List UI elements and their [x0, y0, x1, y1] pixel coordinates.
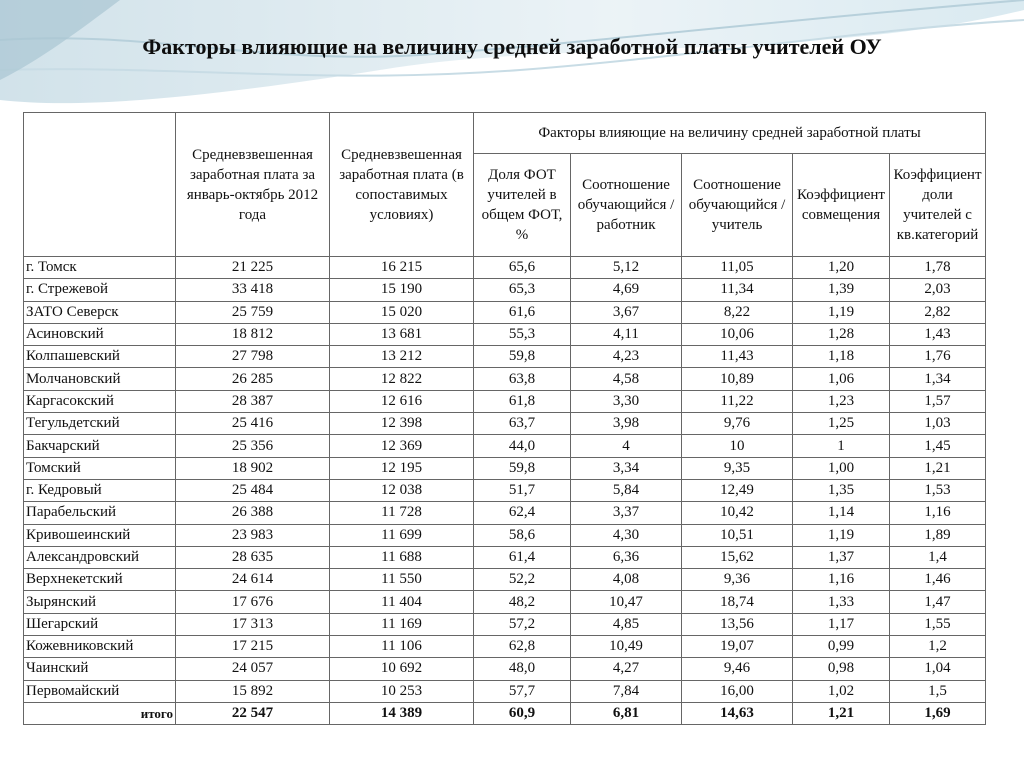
cell-comparable-wage: 10 253 — [330, 680, 474, 702]
cell-combination-coef: 1,00 — [793, 457, 890, 479]
total-student-teacher-ratio: 14,63 — [682, 702, 793, 724]
cell-avg-wage: 25 759 — [176, 301, 330, 323]
cell-qualified-teachers-coef: 1,57 — [890, 390, 986, 412]
cell-region: Томский — [24, 457, 176, 479]
cell-comparable-wage: 15 190 — [330, 279, 474, 301]
table-row — [24, 569, 986, 591]
cell-student-teacher-ratio: 16,00 — [682, 680, 793, 702]
cell-region: Тегульдетский — [24, 413, 176, 435]
cell-region: г. Стрежевой — [24, 279, 176, 301]
cell-comparable-wage: 12 195 — [330, 457, 474, 479]
cell-region: Шегарский — [24, 613, 176, 635]
table-row — [24, 301, 986, 323]
cell-region: Александровский — [24, 546, 176, 568]
cell-combination-coef: 1,19 — [793, 301, 890, 323]
header-comparable-wage: Средневзвешенная заработная плата (в сопоставимых условиях) — [330, 113, 474, 257]
cell-region: ЗАТО Северск — [24, 301, 176, 323]
cell-combination-coef: 1,23 — [793, 390, 890, 412]
cell-comparable-wage: 16 215 — [330, 257, 474, 279]
cell-combination-coef: 0,98 — [793, 658, 890, 680]
cell-region: Колпашевский — [24, 346, 176, 368]
header-avg-wage: Средневзвешенная заработная плата за январь-октябрь 2012 года — [176, 113, 330, 257]
cell-region: Кожевниковский — [24, 636, 176, 658]
cell-student-worker-ratio: 4,08 — [571, 569, 682, 591]
cell-avg-wage: 33 418 — [176, 279, 330, 301]
cell-avg-wage: 24 614 — [176, 569, 330, 591]
table-body — [24, 257, 986, 725]
cell-avg-wage: 17 215 — [176, 636, 330, 658]
cell-fot-share: 63,7 — [474, 413, 571, 435]
total-region: итого — [24, 702, 176, 724]
decorative-waves — [0, 0, 1024, 120]
cell-comparable-wage: 10 692 — [330, 658, 474, 680]
cell-fot-share: 59,8 — [474, 346, 571, 368]
table-row — [24, 546, 986, 568]
cell-fot-share: 57,2 — [474, 613, 571, 635]
table-row — [24, 413, 986, 435]
cell-fot-share: 57,7 — [474, 680, 571, 702]
cell-region: Верхнекетский — [24, 569, 176, 591]
cell-combination-coef: 1,02 — [793, 680, 890, 702]
cell-student-worker-ratio: 3,98 — [571, 413, 682, 435]
table-row — [24, 636, 986, 658]
cell-comparable-wage: 15 020 — [330, 301, 474, 323]
cell-student-teacher-ratio: 10 — [682, 435, 793, 457]
cell-region: Молчановский — [24, 368, 176, 390]
cell-comparable-wage: 12 616 — [330, 390, 474, 412]
cell-avg-wage: 28 387 — [176, 390, 330, 412]
cell-fot-share: 51,7 — [474, 479, 571, 501]
cell-student-teacher-ratio: 10,51 — [682, 524, 793, 546]
cell-fot-share: 62,4 — [474, 502, 571, 524]
cell-student-teacher-ratio: 9,36 — [682, 569, 793, 591]
cell-region: г. Томск — [24, 257, 176, 279]
cell-region: Зырянский — [24, 591, 176, 613]
cell-combination-coef: 1,06 — [793, 368, 890, 390]
table-row — [24, 323, 986, 345]
table-row — [24, 502, 986, 524]
header-combination-coef: Коэффициент совмещения — [793, 154, 890, 257]
cell-student-teacher-ratio: 11,22 — [682, 390, 793, 412]
cell-combination-coef: 0,99 — [793, 636, 890, 658]
cell-student-worker-ratio: 7,84 — [571, 680, 682, 702]
total-combination-coef: 1,21 — [793, 702, 890, 724]
cell-student-worker-ratio: 3,34 — [571, 457, 682, 479]
table-row — [24, 479, 986, 501]
cell-student-teacher-ratio: 8,22 — [682, 301, 793, 323]
cell-combination-coef: 1,39 — [793, 279, 890, 301]
cell-fot-share: 61,8 — [474, 390, 571, 412]
header-region — [24, 113, 176, 257]
cell-fot-share: 62,8 — [474, 636, 571, 658]
cell-comparable-wage: 11 688 — [330, 546, 474, 568]
cell-qualified-teachers-coef: 1,16 — [890, 502, 986, 524]
cell-fot-share: 61,6 — [474, 301, 571, 323]
cell-qualified-teachers-coef: 1,53 — [890, 479, 986, 501]
table-row — [24, 435, 986, 457]
cell-student-teacher-ratio: 11,34 — [682, 279, 793, 301]
cell-fot-share: 59,8 — [474, 457, 571, 479]
header-fot-share: Доля ФОТ учителей в общем ФОТ, % — [474, 154, 571, 257]
cell-qualified-teachers-coef: 1,46 — [890, 569, 986, 591]
cell-comparable-wage: 13 212 — [330, 346, 474, 368]
cell-student-teacher-ratio: 11,43 — [682, 346, 793, 368]
wage-factors-table — [23, 112, 986, 725]
cell-combination-coef: 1,25 — [793, 413, 890, 435]
cell-student-worker-ratio: 4,27 — [571, 658, 682, 680]
cell-fot-share: 61,4 — [474, 546, 571, 568]
cell-comparable-wage: 11 550 — [330, 569, 474, 591]
cell-student-worker-ratio: 4,23 — [571, 346, 682, 368]
total-comparable-wage: 14 389 — [330, 702, 474, 724]
cell-avg-wage: 25 484 — [176, 479, 330, 501]
cell-student-worker-ratio: 4,69 — [571, 279, 682, 301]
cell-qualified-teachers-coef: 1,21 — [890, 457, 986, 479]
cell-qualified-teachers-coef: 1,34 — [890, 368, 986, 390]
cell-comparable-wage: 12 369 — [330, 435, 474, 457]
cell-region: Асиновский — [24, 323, 176, 345]
cell-region: Парабельский — [24, 502, 176, 524]
cell-student-worker-ratio: 4 — [571, 435, 682, 457]
table-row — [24, 390, 986, 412]
cell-combination-coef: 1,18 — [793, 346, 890, 368]
cell-combination-coef: 1,37 — [793, 546, 890, 568]
cell-comparable-wage: 11 404 — [330, 591, 474, 613]
table-row — [24, 524, 986, 546]
cell-avg-wage: 23 983 — [176, 524, 330, 546]
cell-student-teacher-ratio: 15,62 — [682, 546, 793, 568]
cell-student-worker-ratio: 5,12 — [571, 257, 682, 279]
cell-avg-wage: 18 812 — [176, 323, 330, 345]
page-title: Факторы влияющие на величину средней заработной платы учителей ОУ — [142, 34, 882, 59]
cell-comparable-wage: 13 681 — [330, 323, 474, 345]
total-fot-share: 60,9 — [474, 702, 571, 724]
cell-student-teacher-ratio: 9,76 — [682, 413, 793, 435]
cell-avg-wage: 15 892 — [176, 680, 330, 702]
cell-fot-share: 48,2 — [474, 591, 571, 613]
cell-student-teacher-ratio: 10,06 — [682, 323, 793, 345]
total-avg-wage: 22 547 — [176, 702, 330, 724]
cell-comparable-wage: 11 106 — [330, 636, 474, 658]
cell-avg-wage: 17 313 — [176, 613, 330, 635]
table-row — [24, 591, 986, 613]
table-row — [24, 279, 986, 301]
cell-region: Первомайский — [24, 680, 176, 702]
cell-comparable-wage: 12 038 — [330, 479, 474, 501]
cell-region: Чаинский — [24, 658, 176, 680]
cell-student-teacher-ratio: 12,49 — [682, 479, 793, 501]
cell-combination-coef: 1,14 — [793, 502, 890, 524]
table-row — [24, 457, 986, 479]
cell-avg-wage: 18 902 — [176, 457, 330, 479]
table-row — [24, 346, 986, 368]
cell-qualified-teachers-coef: 2,03 — [890, 279, 986, 301]
table-row — [24, 658, 986, 680]
cell-combination-coef: 1,33 — [793, 591, 890, 613]
cell-student-teacher-ratio: 13,56 — [682, 613, 793, 635]
cell-combination-coef: 1,16 — [793, 569, 890, 591]
cell-combination-coef: 1,17 — [793, 613, 890, 635]
cell-student-worker-ratio: 5,84 — [571, 479, 682, 501]
cell-region: Кривошеинский — [24, 524, 176, 546]
cell-fot-share: 65,6 — [474, 257, 571, 279]
cell-student-worker-ratio: 4,85 — [571, 613, 682, 635]
cell-combination-coef: 1,19 — [793, 524, 890, 546]
cell-student-teacher-ratio: 18,74 — [682, 591, 793, 613]
cell-comparable-wage: 11 169 — [330, 613, 474, 635]
cell-avg-wage: 25 416 — [176, 413, 330, 435]
cell-student-worker-ratio: 4,58 — [571, 368, 682, 390]
cell-region: г. Кедровый — [24, 479, 176, 501]
cell-avg-wage: 25 356 — [176, 435, 330, 457]
table-row — [24, 613, 986, 635]
cell-qualified-teachers-coef: 1,5 — [890, 680, 986, 702]
cell-avg-wage: 28 635 — [176, 546, 330, 568]
cell-comparable-wage: 11 728 — [330, 502, 474, 524]
cell-avg-wage: 21 225 — [176, 257, 330, 279]
cell-student-teacher-ratio: 10,42 — [682, 502, 793, 524]
cell-student-teacher-ratio: 19,07 — [682, 636, 793, 658]
cell-qualified-teachers-coef: 1,76 — [890, 346, 986, 368]
cell-combination-coef: 1,20 — [793, 257, 890, 279]
cell-student-worker-ratio: 3,30 — [571, 390, 682, 412]
cell-combination-coef: 1,28 — [793, 323, 890, 345]
cell-student-worker-ratio: 3,37 — [571, 502, 682, 524]
cell-fot-share: 55,3 — [474, 323, 571, 345]
cell-student-worker-ratio: 10,49 — [571, 636, 682, 658]
cell-qualified-teachers-coef: 1,78 — [890, 257, 986, 279]
total-row — [24, 702, 986, 724]
cell-avg-wage: 26 388 — [176, 502, 330, 524]
cell-qualified-teachers-coef: 1,89 — [890, 524, 986, 546]
cell-student-teacher-ratio: 11,05 — [682, 257, 793, 279]
cell-avg-wage: 24 057 — [176, 658, 330, 680]
cell-qualified-teachers-coef: 1,43 — [890, 323, 986, 345]
cell-fot-share: 52,2 — [474, 569, 571, 591]
cell-student-worker-ratio: 6,36 — [571, 546, 682, 568]
total-qualified-teachers-coef: 1,69 — [890, 702, 986, 724]
cell-avg-wage: 27 798 — [176, 346, 330, 368]
cell-student-worker-ratio: 4,11 — [571, 323, 682, 345]
header-factors-group: Факторы влияющие на величину средней заработной платы — [474, 113, 986, 154]
cell-student-worker-ratio: 10,47 — [571, 591, 682, 613]
cell-fot-share: 48,0 — [474, 658, 571, 680]
cell-comparable-wage: 12 822 — [330, 368, 474, 390]
cell-student-worker-ratio: 4,30 — [571, 524, 682, 546]
cell-qualified-teachers-coef: 1,55 — [890, 613, 986, 635]
cell-qualified-teachers-coef: 1,4 — [890, 546, 986, 568]
table-row — [24, 257, 986, 279]
cell-comparable-wage: 11 699 — [330, 524, 474, 546]
cell-qualified-teachers-coef: 1,47 — [890, 591, 986, 613]
cell-combination-coef: 1 — [793, 435, 890, 457]
header-qualified-teachers-coef: Коэффициент доли учителей с кв.категорий — [890, 154, 986, 257]
cell-region: Бакчарский — [24, 435, 176, 457]
cell-qualified-teachers-coef: 1,2 — [890, 636, 986, 658]
cell-student-teacher-ratio: 9,46 — [682, 658, 793, 680]
cell-qualified-teachers-coef: 1,45 — [890, 435, 986, 457]
header-student-worker-ratio: Соотношение обучающийся / работник — [571, 154, 682, 257]
cell-student-teacher-ratio: 10,89 — [682, 368, 793, 390]
cell-avg-wage: 17 676 — [176, 591, 330, 613]
table-row — [24, 368, 986, 390]
cell-comparable-wage: 12 398 — [330, 413, 474, 435]
header-student-teacher-ratio: Соотношение обучающийся / учитель — [682, 154, 793, 257]
cell-fot-share: 65,3 — [474, 279, 571, 301]
cell-qualified-teachers-coef: 1,03 — [890, 413, 986, 435]
table-row — [24, 680, 986, 702]
cell-qualified-teachers-coef: 1,04 — [890, 658, 986, 680]
cell-fot-share: 44,0 — [474, 435, 571, 457]
cell-region: Каргасокский — [24, 390, 176, 412]
cell-fot-share: 63,8 — [474, 368, 571, 390]
cell-avg-wage: 26 285 — [176, 368, 330, 390]
cell-student-teacher-ratio: 9,35 — [682, 457, 793, 479]
cell-combination-coef: 1,35 — [793, 479, 890, 501]
total-student-worker-ratio: 6,81 — [571, 702, 682, 724]
cell-qualified-teachers-coef: 2,82 — [890, 301, 986, 323]
cell-student-worker-ratio: 3,67 — [571, 301, 682, 323]
cell-fot-share: 58,6 — [474, 524, 571, 546]
